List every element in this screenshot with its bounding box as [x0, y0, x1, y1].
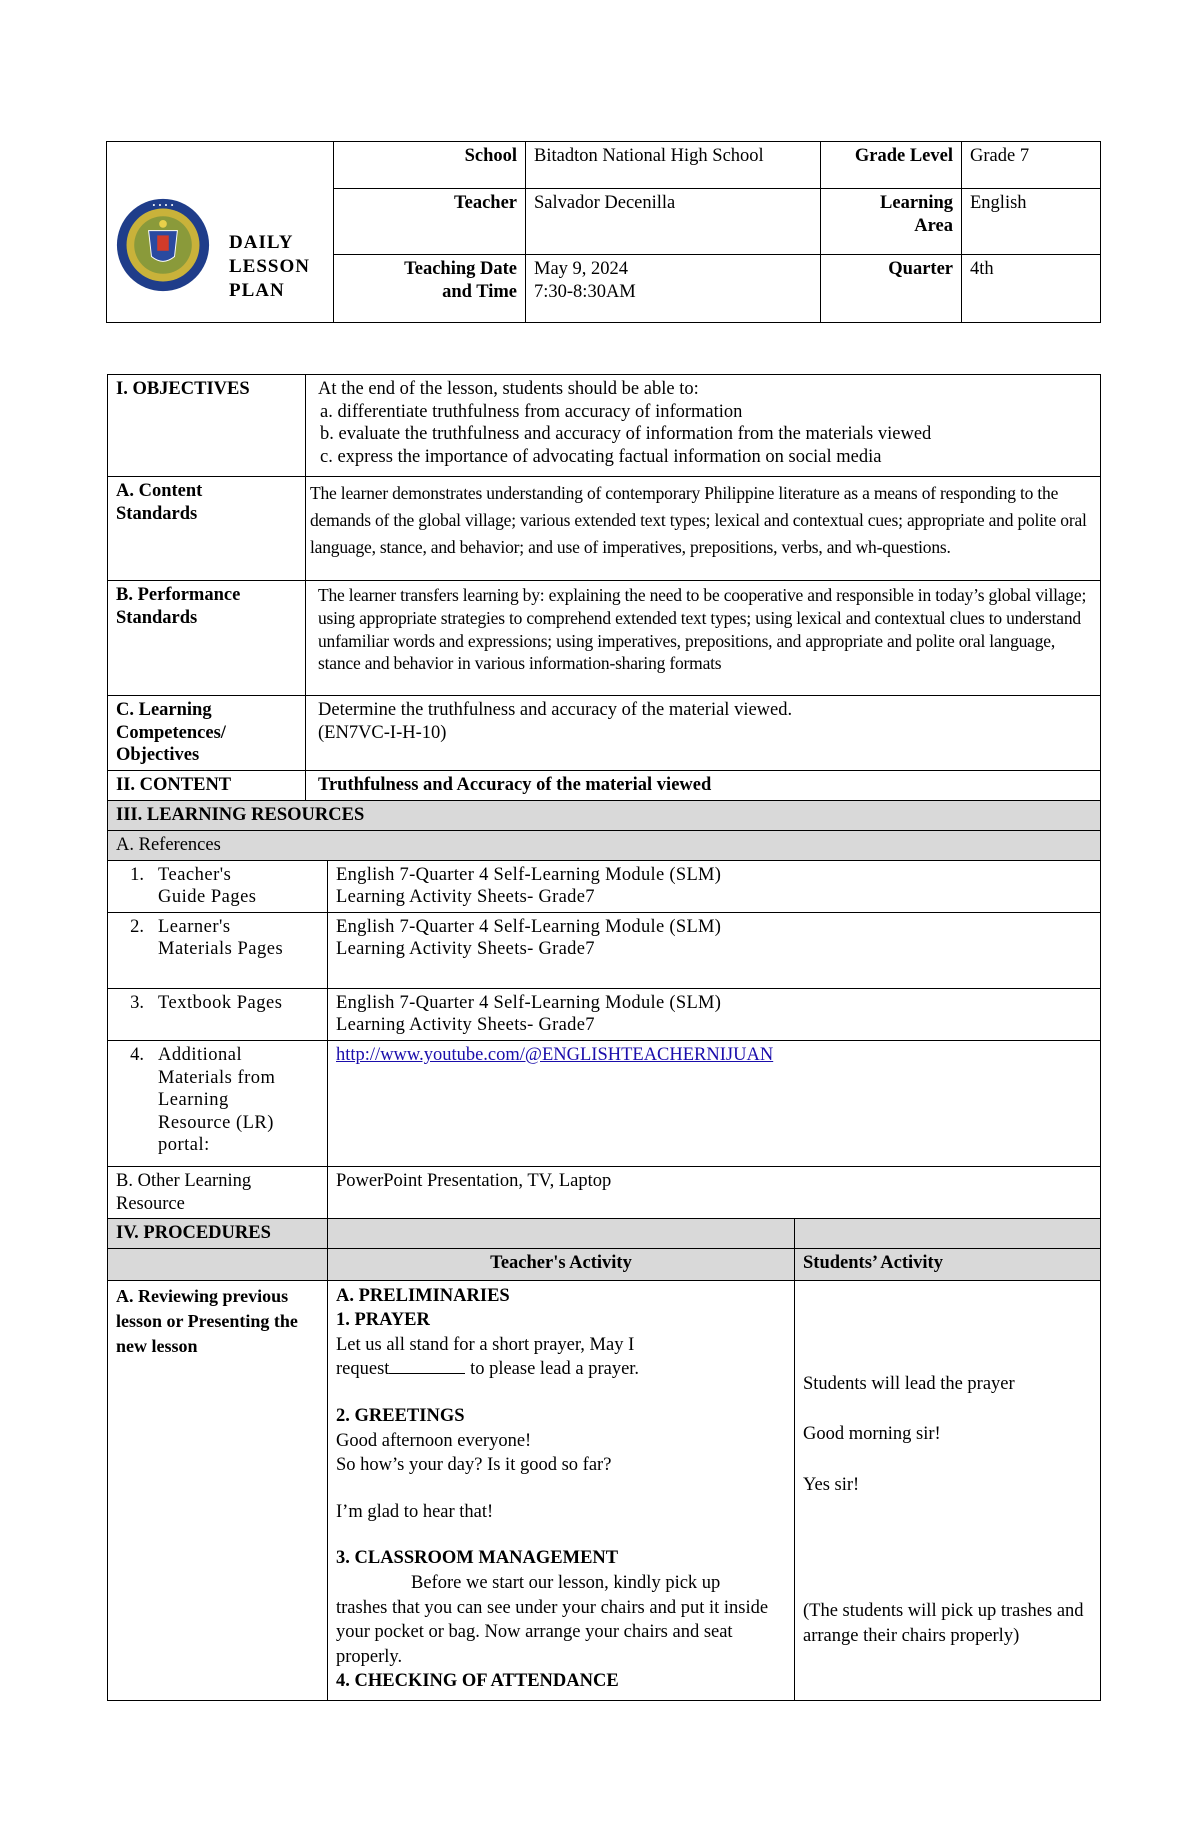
performance-standards-text: The learner transfers learning by: explaining the need to be cooperative and responsible in today’s global village; using appropriate strategies to comprehend extended text types; using lexical and contextual clues to understand unfamiliar words and expressions; using imperatives, prepositions, and appropriate and polite oral language, stance and behavior in various information-sharing formats [306, 581, 1101, 696]
ref-item-4-value [328, 1040, 1101, 1166]
performance-standards-label: B. Performance Standards [108, 581, 306, 696]
content-label: II. CONTENT [108, 770, 306, 800]
grade-value: Grade 7 [962, 142, 1101, 189]
procedures-col-blank [108, 1248, 328, 1280]
header-table [106, 141, 1101, 323]
procedures-heading: IV. PROCEDURES [108, 1219, 328, 1249]
step-a-label: A. Reviewing previous lesson or Presenting the new lesson [108, 1280, 328, 1700]
area-value: English [962, 189, 1101, 255]
teacher-activity-heading: Teacher's Activity [328, 1248, 795, 1280]
procedures-heading-blank [328, 1219, 795, 1249]
teacher-activity-cell: A. PRELIMINARIES 1. PRAYER Let us all stand for a short prayer, May I request to please lead a prayer. 2. GREETINGS Good afternoon everyone! So how’s your day? Is it good so far? I’m glad to hear that! 3. CLASSROOM MANAGEMENT Before we start our lesson, kindly pick up trashes that you can see under your chairs and put it inside your pocket or bag. Now arrange your chairs and seat properly. 4. CHECKING OF ATTENDANCE [328, 1280, 795, 1700]
other-resource-value: PowerPoint Presentation, TV, Laptop [328, 1166, 1101, 1218]
content-standards-label: A. Content Standards [108, 477, 306, 581]
quarter-value: 4th [962, 255, 1101, 323]
content-text: Truthfulness and Accuracy of the material viewed [306, 770, 1101, 800]
competencies-text: Determine the truthfulness and accuracy of the material viewed. (EN7VC-I-H-10) [306, 696, 1101, 771]
date-value: May 9, 2024 7:30-8:30AM [526, 255, 821, 323]
ref-item-3-value: English 7-Quarter 4 Self-Learning Module (SLM) Learning Activity Sheets- Grade7 [328, 988, 1101, 1040]
content-standards-text: The learner demonstrates understanding of contemporary Philippine literature as a means of responding to the demands of the global village; various extended text types; lexical and contextual cues; appropriate and polite oral language, stance, and behavior; and use of imperatives, prepositions, verbs, and wh-questions. [306, 477, 1101, 581]
plan-title: DAILY LESSON PLAN [229, 232, 310, 301]
date-label: Teaching Date and Time [334, 255, 526, 323]
svg-text:• • • •: • • • • [151, 201, 175, 210]
ref-item-3-label: 3. Textbook Pages [108, 988, 328, 1040]
quarter-label: Quarter [821, 255, 962, 323]
objectives-label: I. OBJECTIVES [108, 375, 306, 477]
school-value: Bitadton National High School [526, 142, 821, 189]
objectives-content: At the end of the lesson, students should be able to: a. differentiate truthfulness from accuracy of information b. evaluate the truthfulness and accuracy of information from the materials viewed c. express the importance of advocating factual information on social media [306, 375, 1101, 477]
grade-label: Grade Level [821, 142, 962, 189]
teacher-value: Salvador Decenilla [526, 189, 821, 255]
lr-portal-link[interactable]: http://www.youtube.com/@ENGLISHTEACHERNIJUAN [336, 1044, 774, 1065]
ref-item-2-label: 2. Learner's Materials Pages [108, 912, 328, 988]
deped-seal-icon [115, 197, 211, 293]
teacher-label: Teacher [334, 189, 526, 255]
area-label: Learning Area [821, 189, 962, 255]
ref-item-1-label: 1. Teacher's Guide Pages [108, 860, 328, 912]
students-activity-cell: Students will lead the prayer Good morning sir! Yes sir! (The students will pick up trashes and arrange their chairs properly) [795, 1280, 1101, 1700]
other-resource-label: B. Other Learning Resource [108, 1166, 328, 1218]
header-logo-cell [107, 142, 334, 323]
ref-item-1-value: English 7-Quarter 4 Self-Learning Module (SLM) Learning Activity Sheets- Grade7 [328, 860, 1101, 912]
procedures-heading-blank-2 [795, 1219, 1101, 1249]
lesson-plan-table [107, 374, 1101, 1701]
learning-resources-heading: III. LEARNING RESOURCES [108, 800, 1101, 830]
competencies-label: C. Learning Competences/ Objectives [108, 696, 306, 771]
ref-item-4-label: 4. Additional Materials from Learning Resource (LR) portal: [108, 1040, 328, 1166]
prayer-leader-blank [389, 1357, 465, 1374]
references-label: A. References [108, 830, 1101, 860]
students-activity-heading: Students’ Activity [795, 1248, 1101, 1280]
ref-item-2-value: English 7-Quarter 4 Self-Learning Module (SLM) Learning Activity Sheets- Grade7 [328, 912, 1101, 988]
school-label: School [334, 142, 526, 189]
